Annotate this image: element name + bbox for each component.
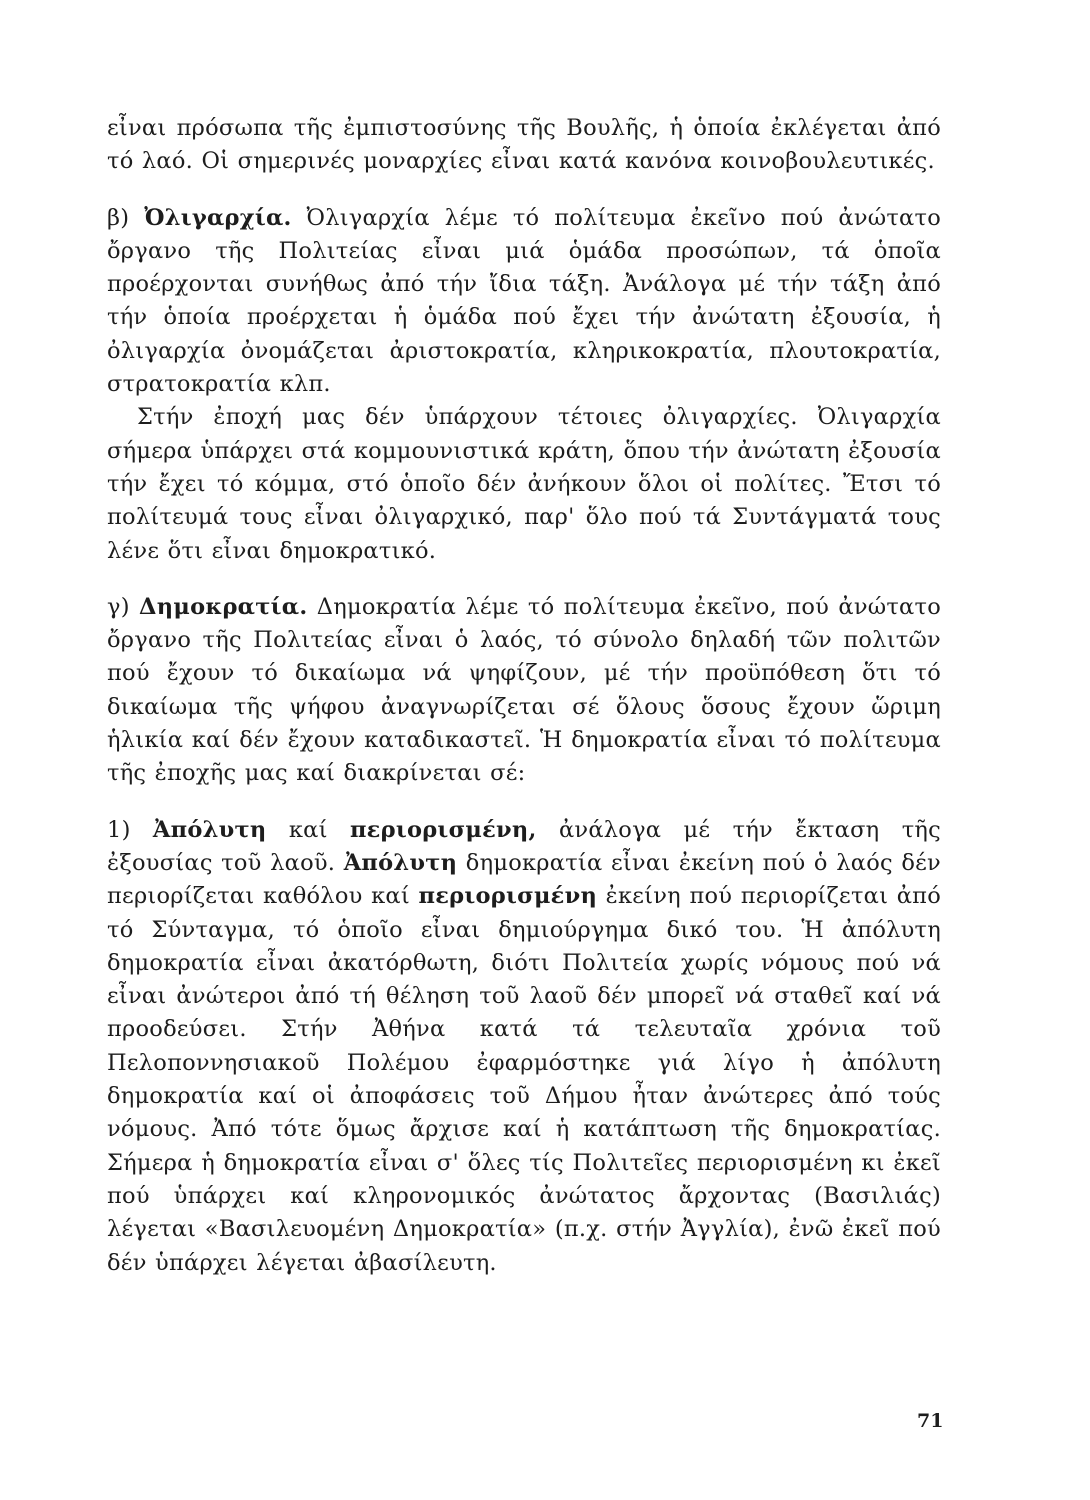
paragraph-oligarchy [107, 202, 941, 402]
section-marker: γ) [107, 593, 140, 620]
paragraph-absolute-limited [107, 814, 941, 1280]
term-limited-definition: περιορισμένη [418, 883, 598, 910]
paragraph-text: Δημοκρατία λέμε τό πολίτευμα ἐκεῖνο, πού ἀνώτατο ὄργανο τῆς Πολιτείας εἶναι ὁ λαός, τό σύνολο δηλαδή τῶν πολιτῶν πού ἔχουν τό δικαίωμα νά ψηφίζουν, μέ τήν προϋπόθεση ὅτι τό δικαίωμα τῆς ψήφου ἀναγνωρίζεται σέ ὅλους ὅσους ἔχουν ὥριμη ἡλικία καί δέν ἔχουν καταδικαστεῖ. Ἡ δημοκρατία εἶναι τό πολίτευμα τῆς ἐποχῆς μας καί διακρίνεται σέ: [107, 593, 941, 787]
list-marker: 1) [107, 816, 153, 843]
term-limited: περιορισμένη, [349, 816, 537, 843]
paragraph-text: ἐκείνη πού περιορίζεται ἀπό τό Σύνταγμα, τό ὁποῖο εἶναι δημιούργημα δικό του. Ἡ ἀπόλυτη δημοκρατία εἶναι ἀκατόρθωτη, διότι Πολιτεία χωρίς νόμους πού νά εἶναι ἀνώτεροι ἀπό τή θέληση τοῦ λαοῦ δέν μπορεῖ νά σταθεῖ καί νά προοδεύσει. Στήν Ἀθήνα κατά τά τελευταῖα χρόνια τοῦ Πελοποννησιακοῦ Πολέμου ἐφαρμόστηκε γιά λίγο ἡ ἀπόλυτη δημοκρατία καί οἱ ἀποφάσεις τοῦ Δήμου ἦταν ἀνώτερες ἀπό τούς νόμους. Ἀπό τότε ὅμως ἄρχισε καί ἡ κατάπτωση τῆς δημοκρατίας. Σήμερα ἡ δημοκρατία εἶναι σ' ὅλες τίς Πολιτεῖες περιορισμένη κι ἐκεῖ πού ὑπάρχει καί κληρονομικός ἀνώτατος ἄρχοντας (Βασιλιάς) λέγεται «Βασιλευομένη Δημοκρατία» (π.χ. στήν Ἀγγλία), ἐνῶ ἐκεῖ πού δέν ὑπάρχει λέγεται ἀβασίλευτη. [107, 883, 942, 1276]
section-term-democracy: Δημοκρατία. [139, 593, 308, 620]
page-body [107, 112, 941, 1280]
term-absolute: Ἀπόλυτη [152, 816, 267, 843]
paragraph-oligarchy-today [107, 401, 941, 567]
paragraph-text: Στήν ἐποχή μας δέν ὑπάρχουν τέτοιες ὀλιγαρχίες. Ὀλιγαρχία σήμερα ὑπάρχει στά κομμουνιστικά κράτη, ὅπου τήν ἀνώτατη ἐξουσία τήν ἔχει τό κόμμα, στό ὁποῖο δέν ἀνήκουν ὅλοι οἱ πολίτες. Ἔτσι τό πολίτευμά τους εἶναι ὀλιγαρχικό, παρ' ὅλο πού τά Συντάγματά τους λένε ὅτι εἶναι δημοκρατικό. [107, 404, 941, 564]
paragraph-democracy [107, 591, 941, 791]
term-absolute-definition: Ἀπόλυτη [343, 849, 458, 876]
connector-text: καί [266, 816, 350, 843]
paragraph-text: εἶναι πρόσωπα τῆς ἐμπιστοσύνης τῆς Βουλῆς, ἡ ὁποία ἐκλέγεται ἀπό τό λαό. Οἱ σημερινές μοναρχίες εἶναι κατά κανόνα κοινοβουλευτικές. [107, 115, 941, 175]
paragraph-text: Ὀλιγαρχία λέμε τό πολίτευμα ἐκεῖνο πού ἀνώτατο ὄργανο τῆς Πολιτείας εἶναι μιά ὁμάδα προσώπων, τά ὁποῖα προέρχονται συνήθως ἀπό τήν ἴδια τάξη. Ἀνάλογα μέ τήν τάξη ἀπό τήν ὁποία προέρχεται ἡ ὁμάδα πού ἔχει τήν ἀνώτατη ἐξουσία, ἡ ὀλιγαρχία ὀνομάζεται ἀριστοκρατία, κληρικοκρατία, πλουτοκρατία, στρατοκρατία κλπ. [107, 204, 941, 398]
paragraph-monarchy-end [107, 112, 941, 179]
paragraph-text: δημοκρατία εἶναι ἐκείνη πού ὁ λαός δέν περιορίζεται καθόλου καί [107, 849, 941, 910]
page-number: 71 [917, 1410, 944, 1432]
section-term-oligarchy: Ὀλιγαρχία. [144, 204, 292, 231]
section-marker: β) [107, 204, 145, 231]
paragraph-text: ἀνάλογα μέ τήν ἔκταση τῆς ἐξουσίας τοῦ λαοῦ. [107, 816, 942, 876]
